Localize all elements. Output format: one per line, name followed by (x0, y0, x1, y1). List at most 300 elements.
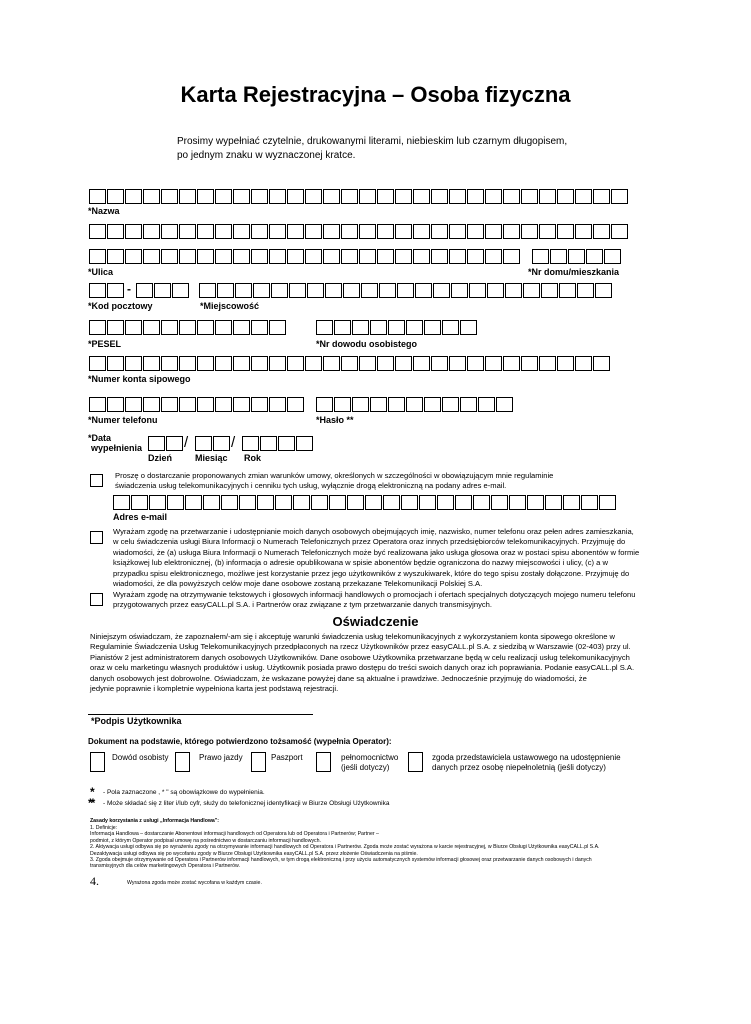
ulica-cells-row2[interactable] (89, 249, 521, 264)
char-cell[interactable] (179, 249, 196, 264)
char-cell[interactable] (563, 495, 580, 510)
email-label: Adres e-mail (113, 512, 168, 522)
char-cell[interactable] (395, 189, 412, 204)
char-cell[interactable] (370, 320, 387, 335)
char-cell[interactable] (89, 189, 106, 204)
data-label-line2: wypełnienia (91, 443, 143, 453)
kod-pocztowy-cells-a[interactable] (89, 283, 125, 298)
char-cell[interactable] (347, 495, 364, 510)
char-cell[interactable] (287, 397, 304, 412)
nr-domu-label: *Nr domu/mieszkania (528, 267, 620, 277)
char-cell[interactable] (253, 283, 270, 298)
char-cell[interactable] (431, 356, 448, 371)
char-cell[interactable] (329, 495, 346, 510)
zasady-line: Dezaktywacja usługi odbywa się po wycofaniu zgody w Biurze Obsługi Użytkownika easyCALL.pl S.A. przez złożenie Oświadczenia na piśmie. (90, 850, 418, 857)
char-cell[interactable] (199, 283, 216, 298)
kod-dash: - (127, 282, 131, 296)
char-cell[interactable] (305, 189, 322, 204)
char-cell[interactable] (179, 356, 196, 371)
char-cell[interactable] (125, 224, 142, 239)
char-cell[interactable] (503, 356, 520, 371)
char-cell[interactable] (107, 224, 124, 239)
char-cell[interactable] (235, 283, 252, 298)
char-cell[interactable] (131, 495, 148, 510)
char-cell[interactable] (296, 436, 313, 451)
zasady-line: 2. Aktywacja usługi odbywa się po wyrażeniu zgody na otrzymywanie informacji handlowych od Operatora i Partnerów. Zgoda może zostać wyrażona w karcie rejestracyjnej, w Biurze Obsługi Użytkownika easyCALL.pl S.A. (90, 844, 600, 851)
char-cell[interactable] (545, 495, 562, 510)
char-cell[interactable] (449, 249, 466, 264)
char-cell[interactable] (415, 283, 432, 298)
char-cell[interactable] (269, 320, 286, 335)
char-cell[interactable] (379, 283, 396, 298)
char-cell[interactable] (107, 356, 124, 371)
char-cell[interactable] (251, 224, 268, 239)
char-cell[interactable] (568, 249, 585, 264)
char-cell[interactable] (305, 249, 322, 264)
char-cell[interactable] (89, 356, 106, 371)
zgoda-checkbox[interactable] (408, 752, 423, 772)
char-cell[interactable] (449, 189, 466, 204)
miejscowosc-cells[interactable] (199, 283, 613, 298)
char-cell[interactable] (323, 356, 340, 371)
char-cell[interactable] (557, 189, 574, 204)
oswiadczenie-title: Oświadczenie (332, 614, 419, 629)
dowod-label: Dowód osobisty (112, 753, 169, 762)
char-cell[interactable] (341, 356, 358, 371)
char-cell[interactable] (166, 436, 183, 451)
char-cell[interactable] (154, 283, 171, 298)
char-cell[interactable] (161, 224, 178, 239)
char-cell[interactable] (203, 495, 220, 510)
char-cell[interactable] (269, 397, 286, 412)
char-cell[interactable] (269, 249, 286, 264)
char-cell[interactable] (611, 189, 628, 204)
char-cell[interactable] (125, 397, 142, 412)
char-cell[interactable] (215, 397, 232, 412)
document-heading: Dokument na podstawie, którego potwierdzono tożsamość (wypełnia Operator): (88, 737, 392, 746)
marketing-consent-checkbox[interactable] (90, 593, 103, 606)
char-cell[interactable] (215, 189, 232, 204)
char-cell[interactable] (595, 283, 612, 298)
pelnomocnictwo-line: pełnomocnictwo (341, 753, 399, 762)
char-cell[interactable] (341, 224, 358, 239)
char-cell[interactable] (172, 283, 189, 298)
char-cell[interactable] (406, 397, 423, 412)
consent-line: książkowej lub elektronicznej, (b) informacja o adresie opublikowana w spisie abonentów będzie ograniczona do nazwy miejscowości i ulicy, (c) a w (113, 558, 608, 568)
char-cell[interactable] (593, 224, 610, 239)
char-cell[interactable] (460, 320, 477, 335)
char-cell[interactable] (149, 495, 166, 510)
char-cell[interactable] (242, 436, 259, 451)
char-cell[interactable] (383, 495, 400, 510)
char-cell[interactable] (289, 283, 306, 298)
char-cell[interactable] (143, 249, 160, 264)
char-cell[interactable] (577, 283, 594, 298)
zasady-item4-text: Wyrażona zgoda może zostać wycofana w każdym czasie. (127, 880, 262, 886)
char-cell[interactable] (509, 495, 526, 510)
char-cell[interactable] (233, 320, 250, 335)
char-cell[interactable] (575, 224, 592, 239)
char-cell[interactable] (323, 189, 340, 204)
email-consent-text (115, 471, 630, 492)
char-cell[interactable] (293, 495, 310, 510)
numer-telefonu-cells[interactable] (89, 397, 305, 412)
char-cell[interactable] (413, 356, 430, 371)
char-cell[interactable] (233, 224, 250, 239)
char-cell[interactable] (559, 283, 576, 298)
char-cell[interactable] (575, 356, 592, 371)
char-cell[interactable] (503, 249, 520, 264)
char-cell[interactable] (449, 224, 466, 239)
data-label-line1: *Data (88, 433, 112, 443)
nr-dowodu-label: *Nr dowodu osobistego (316, 339, 417, 349)
char-cell[interactable] (370, 397, 387, 412)
intro-line: Prosimy wypełniać czytelnie, drukowanymi literami, niebieskim lub czarnym długopisem, (177, 136, 568, 147)
char-cell[interactable] (496, 397, 513, 412)
char-cell[interactable] (593, 356, 610, 371)
char-cell[interactable] (251, 397, 268, 412)
char-cell[interactable] (469, 283, 486, 298)
nr-dowodu-cells[interactable] (316, 320, 478, 335)
char-cell[interactable] (161, 249, 178, 264)
char-cell[interactable] (460, 397, 477, 412)
char-cell[interactable] (491, 495, 508, 510)
char-cell[interactable] (107, 249, 124, 264)
char-cell[interactable] (505, 283, 522, 298)
kod-pocztowy-label: *Kod pocztowy (88, 301, 153, 311)
char-cell[interactable] (213, 436, 230, 451)
char-cell[interactable] (233, 249, 250, 264)
char-cell[interactable] (467, 224, 484, 239)
char-cell[interactable] (89, 283, 106, 298)
char-cell[interactable] (377, 224, 394, 239)
ulica-cells-row1[interactable] (89, 224, 629, 239)
char-cell[interactable] (341, 249, 358, 264)
char-cell[interactable] (455, 495, 472, 510)
char-cell[interactable] (125, 356, 142, 371)
footnote-2: - Może składać się z liter i/lub cyfr, służy do telefonicznej identyfikacji w Biurze Obsługi Użytkownika (103, 800, 390, 807)
char-cell[interactable] (136, 283, 153, 298)
zasady-heading: Zasady korzystania z usługi „Informacja Handlowa": (90, 818, 220, 824)
oswiadczenie-text (90, 632, 645, 694)
char-cell[interactable] (179, 189, 196, 204)
char-cell[interactable] (148, 436, 165, 451)
char-cell[interactable] (503, 224, 520, 239)
intro-text (177, 135, 597, 163)
char-cell[interactable] (451, 283, 468, 298)
char-cell[interactable] (359, 356, 376, 371)
char-cell[interactable] (406, 320, 423, 335)
char-cell[interactable] (521, 356, 538, 371)
char-cell[interactable] (197, 356, 214, 371)
char-cell[interactable] (257, 495, 274, 510)
char-cell[interactable] (485, 356, 502, 371)
char-cell[interactable] (161, 320, 178, 335)
char-cell[interactable] (161, 397, 178, 412)
char-cell[interactable] (539, 189, 556, 204)
char-cell[interactable] (195, 436, 212, 451)
char-cell[interactable] (251, 249, 268, 264)
char-cell[interactable] (316, 397, 333, 412)
char-cell[interactable] (539, 356, 556, 371)
char-cell[interactable] (397, 283, 414, 298)
char-cell[interactable] (113, 495, 130, 510)
char-cell[interactable] (233, 397, 250, 412)
paszport-checkbox[interactable] (251, 752, 266, 772)
char-cell[interactable] (503, 189, 520, 204)
char-cell[interactable] (125, 320, 142, 335)
char-cell[interactable] (467, 189, 484, 204)
char-cell[interactable] (449, 356, 466, 371)
dzien-cells[interactable] (148, 436, 184, 451)
rok-cells[interactable] (242, 436, 314, 451)
char-cell[interactable] (473, 495, 490, 510)
char-cell[interactable] (359, 224, 376, 239)
char-cell[interactable] (541, 283, 558, 298)
char-cell[interactable] (388, 320, 405, 335)
consent-line: wiadomości, że (a) usługa Biura Informacji o Numerach Telefonicznych może być realizowana jako usługa głosowa oraz w postaci spisu abonentów w formie (113, 547, 640, 557)
nazwa-cells[interactable] (89, 189, 629, 204)
char-cell[interactable] (251, 320, 268, 335)
char-cell[interactable] (413, 249, 430, 264)
char-cell[interactable] (89, 397, 106, 412)
numer-konta-cells[interactable] (89, 356, 611, 371)
char-cell[interactable] (161, 356, 178, 371)
char-cell[interactable] (287, 356, 304, 371)
char-cell[interactable] (401, 495, 418, 510)
char-cell[interactable] (107, 320, 124, 335)
char-cell[interactable] (604, 249, 621, 264)
char-cell[interactable] (467, 356, 484, 371)
zasady-item4-number: 4. (90, 874, 99, 888)
kod-pocztowy-cells-b[interactable] (136, 283, 190, 298)
footnote-1: - Pola zaznaczone , * " są obowiązkowe do wypełnienia. (103, 789, 265, 796)
char-cell[interactable] (251, 356, 268, 371)
char-cell[interactable] (467, 249, 484, 264)
char-cell[interactable] (179, 397, 196, 412)
email-cells[interactable] (113, 495, 617, 510)
zasady-line: podmiot, z którym Operator podpisał umowę na pośrednictwo w dostarczaniu informacji handlowych. (90, 837, 321, 844)
char-cell[interactable] (125, 189, 142, 204)
char-cell[interactable] (437, 495, 454, 510)
rok-label: Rok (244, 453, 262, 463)
char-cell[interactable] (269, 356, 286, 371)
char-cell[interactable] (424, 320, 441, 335)
char-cell[interactable] (478, 397, 495, 412)
char-cell[interactable] (611, 224, 628, 239)
char-cell[interactable] (185, 495, 202, 510)
char-cell[interactable] (107, 397, 124, 412)
char-cell[interactable] (197, 249, 214, 264)
char-cell[interactable] (143, 356, 160, 371)
char-cell[interactable] (287, 189, 304, 204)
zgoda-label (432, 753, 621, 773)
char-cell[interactable] (197, 397, 214, 412)
char-cell[interactable] (523, 283, 540, 298)
oswiadczenie-line: jedynie poprawnie i kompletnie wypełniona karta jest podstawą rejestracji. (90, 684, 339, 694)
char-cell[interactable] (521, 189, 538, 204)
zasady-line: Informacja Handlowa – dostarczanie Abonentowi informacji handlowych od Operatora lub od Operatora i Partnerów; Partner – (90, 831, 379, 838)
char-cell[interactable] (269, 189, 286, 204)
char-cell[interactable] (359, 249, 376, 264)
char-cell[interactable] (107, 189, 124, 204)
marketing-consent-text (113, 590, 653, 611)
consent-line: świadczenia usług telekomunikacyjnych i cenniku tych usług, wyłącznie drogą elektroniczną na podany adres e-mail. (115, 481, 507, 491)
char-cell[interactable] (377, 356, 394, 371)
double-asterisk-icon: ** (88, 796, 94, 810)
consent-line: Wyrażam zgodę na otrzymywanie tekstowych i głosowych informacji handlowych o promocjach i ofertach specjalnych dotyczących mojego numeru telefonu (113, 590, 636, 599)
char-cell[interactable] (179, 320, 196, 335)
nazwa-label: *Nazwa (88, 206, 120, 216)
consent-line: Proszę o dostarczanie proponowanych zmian warunków umowy, określonych w szczególności w obowiązującym mnie regulaminie (115, 471, 554, 480)
zasady-line: 1. Definicje: (90, 825, 118, 831)
char-cell[interactable] (485, 189, 502, 204)
char-cell[interactable] (487, 283, 504, 298)
char-cell[interactable] (89, 320, 106, 335)
char-cell[interactable] (395, 224, 412, 239)
char-cell[interactable] (215, 356, 232, 371)
char-cell[interactable] (217, 283, 234, 298)
char-cell[interactable] (221, 495, 238, 510)
char-cell[interactable] (215, 320, 232, 335)
char-cell[interactable] (341, 189, 358, 204)
char-cell[interactable] (307, 283, 324, 298)
char-cell[interactable] (539, 224, 556, 239)
char-cell[interactable] (287, 224, 304, 239)
char-cell[interactable] (352, 397, 369, 412)
char-cell[interactable] (395, 249, 412, 264)
char-cell[interactable] (532, 249, 549, 264)
pelnomocnictwo-label (341, 753, 398, 773)
char-cell[interactable] (323, 249, 340, 264)
asterisk-icon: * (90, 785, 95, 799)
char-cell[interactable] (125, 249, 142, 264)
char-cell[interactable] (334, 397, 351, 412)
char-cell[interactable] (575, 189, 592, 204)
char-cell[interactable] (143, 397, 160, 412)
char-cell[interactable] (197, 189, 214, 204)
char-cell[interactable] (352, 320, 369, 335)
data-processing-consent-text (113, 527, 653, 589)
char-cell[interactable] (388, 397, 405, 412)
pesel-label: *PESEL (88, 339, 122, 349)
char-cell[interactable] (433, 283, 450, 298)
consent-line: przypadku spisu elektronicznego, możliwe jest korzystanie przez jego użytkowników z wyszukiwarek, które do tego spisu zostały dołączone. Przyjmuję do (113, 568, 630, 578)
char-cell[interactable] (593, 189, 610, 204)
char-cell[interactable] (581, 495, 598, 510)
char-cell[interactable] (305, 356, 322, 371)
dzien-label: Dzień (148, 453, 173, 463)
data-processing-consent-checkbox[interactable] (90, 531, 103, 544)
ulica-label: *Ulica (88, 267, 114, 277)
char-cell[interactable] (395, 356, 412, 371)
char-cell[interactable] (365, 495, 382, 510)
paszport-label: Paszport (271, 753, 303, 762)
char-cell[interactable] (197, 320, 214, 335)
char-cell[interactable] (431, 224, 448, 239)
date-slash: / (184, 434, 189, 451)
char-cell[interactable] (334, 320, 351, 335)
char-cell[interactable] (143, 189, 160, 204)
char-cell[interactable] (287, 249, 304, 264)
char-cell[interactable] (377, 249, 394, 264)
char-cell[interactable] (419, 495, 436, 510)
char-cell[interactable] (413, 224, 430, 239)
char-cell[interactable] (305, 224, 322, 239)
char-cell[interactable] (143, 224, 160, 239)
pelnomocnictwo-line: (jeśli dotyczy) (341, 763, 390, 772)
char-cell[interactable] (557, 224, 574, 239)
char-cell[interactable] (311, 495, 328, 510)
char-cell[interactable] (179, 224, 196, 239)
char-cell[interactable] (323, 224, 340, 239)
char-cell[interactable] (586, 249, 603, 264)
miesiac-cells[interactable] (195, 436, 231, 451)
pesel-cells[interactable] (89, 320, 287, 335)
char-cell[interactable] (143, 320, 160, 335)
char-cell[interactable] (167, 495, 184, 510)
char-cell[interactable] (215, 224, 232, 239)
signature-line[interactable] (88, 714, 313, 715)
char-cell[interactable] (521, 224, 538, 239)
char-cell[interactable] (161, 189, 178, 204)
email-consent-checkbox[interactable] (90, 474, 103, 487)
char-cell[interactable] (413, 189, 430, 204)
char-cell[interactable] (442, 320, 459, 335)
char-cell[interactable] (251, 189, 268, 204)
char-cell[interactable] (557, 356, 574, 371)
char-cell[interactable] (485, 249, 502, 264)
nr-domu-cells[interactable] (532, 249, 622, 264)
char-cell[interactable] (325, 283, 342, 298)
char-cell[interactable] (215, 249, 232, 264)
char-cell[interactable] (271, 283, 288, 298)
char-cell[interactable] (359, 189, 376, 204)
char-cell[interactable] (431, 249, 448, 264)
char-cell[interactable] (550, 249, 567, 264)
char-cell[interactable] (527, 495, 544, 510)
char-cell[interactable] (239, 495, 256, 510)
char-cell[interactable] (431, 189, 448, 204)
char-cell[interactable] (377, 189, 394, 204)
char-cell[interactable] (485, 224, 502, 239)
dowod-checkbox[interactable] (90, 752, 105, 772)
char-cell[interactable] (89, 249, 106, 264)
char-cell[interactable] (269, 224, 286, 239)
char-cell[interactable] (343, 283, 360, 298)
char-cell[interactable] (260, 436, 277, 451)
char-cell[interactable] (233, 189, 250, 204)
char-cell[interactable] (424, 397, 441, 412)
char-cell[interactable] (599, 495, 616, 510)
char-cell[interactable] (278, 436, 295, 451)
char-cell[interactable] (233, 356, 250, 371)
char-cell[interactable] (316, 320, 333, 335)
haslo-cells[interactable] (316, 397, 514, 412)
char-cell[interactable] (107, 283, 124, 298)
char-cell[interactable] (361, 283, 378, 298)
zasady-text (90, 825, 599, 870)
char-cell[interactable] (442, 397, 459, 412)
char-cell[interactable] (89, 224, 106, 239)
prawo-jazdy-label: Prawo jazdy (199, 753, 243, 762)
char-cell[interactable] (275, 495, 292, 510)
prawo-jazdy-checkbox[interactable] (175, 752, 190, 772)
oswiadczenie-line: oraz w celu marketingu własnych produktów i usług. Użytkownik posiada prawo dostępu do treści swoich danych oraz ich poprawiania. Podanie easyCALL.pl S.A. (90, 663, 635, 673)
oswiadczenie-line: Regulaminie Świadczenia Usług Telekomunikacyjnych przedpłaconych na rzecz Użytkowników przez easyCALL.pl S.A. z siedzibą w Warszawie (02-403) przy ul. (90, 642, 631, 652)
pelnomocnictwo-checkbox[interactable] (316, 752, 331, 772)
char-cell[interactable] (197, 224, 214, 239)
